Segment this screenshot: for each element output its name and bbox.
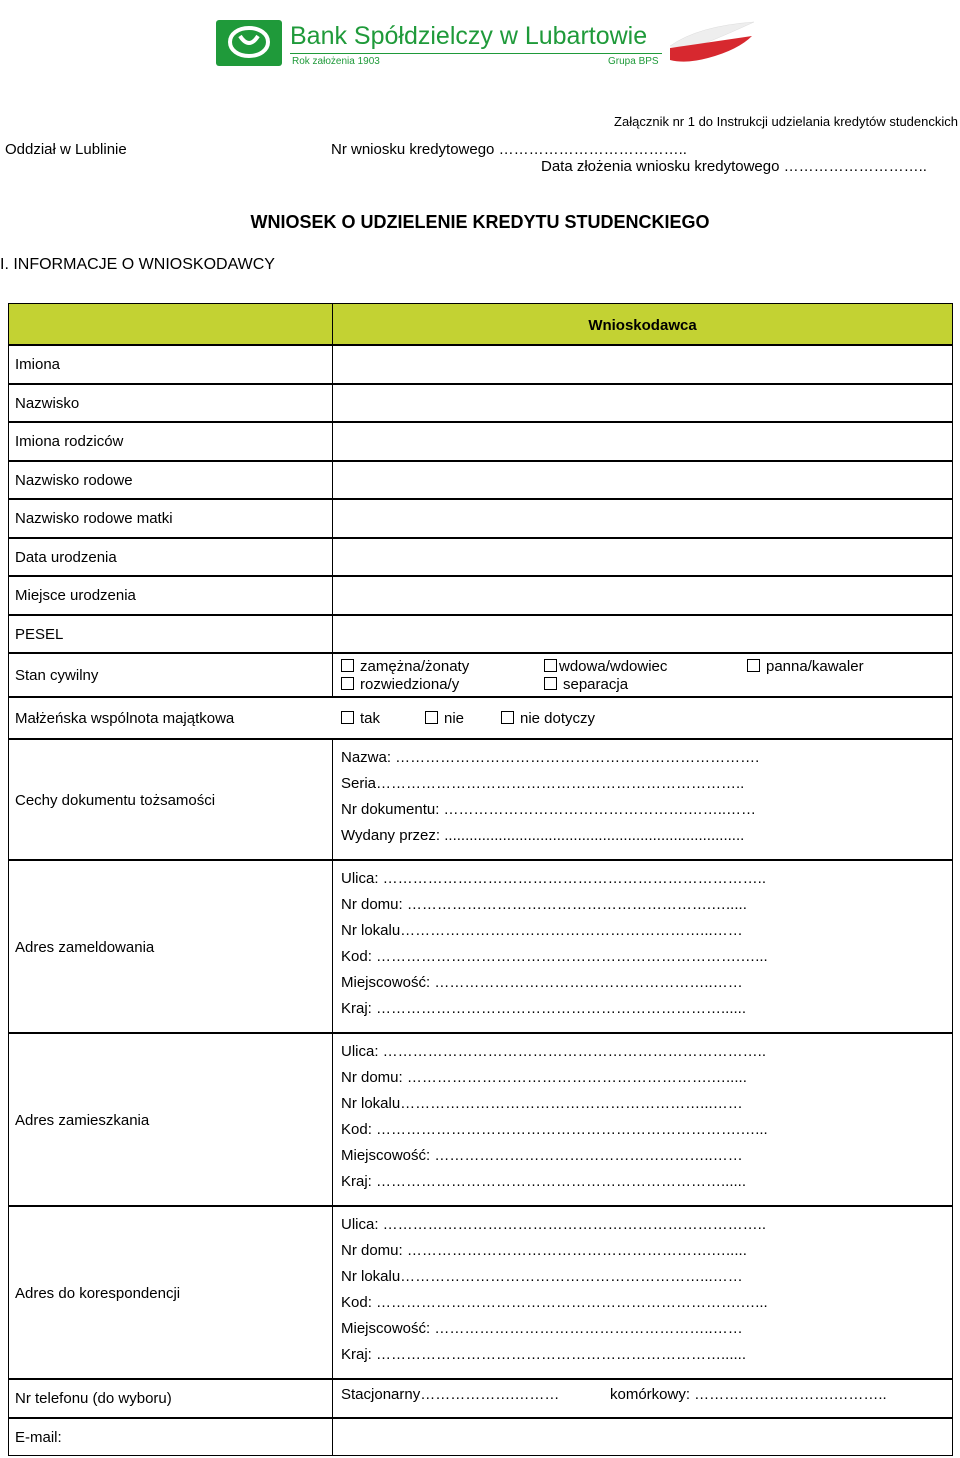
value-field[interactable] <box>333 615 953 653</box>
checkbox-icon[interactable] <box>341 711 354 724</box>
table-row <box>8 499 953 538</box>
street-field[interactable]: Ulica: ………………………………………………………………….. <box>341 1216 767 1233</box>
table-row <box>8 576 953 615</box>
country-field[interactable]: Kraj: ……………………………………………………………...... <box>341 1346 747 1363</box>
row-label: Stan cywilny <box>15 667 99 684</box>
row-label: Nazwisko rodowe <box>15 472 133 489</box>
phone-row <box>8 1379 953 1418</box>
row-label: E-mail: <box>15 1429 62 1446</box>
table-row <box>8 615 953 653</box>
section-title: I. INFORMACJE O WNIOSKODAWCY <box>0 256 275 273</box>
row-label: Imiona <box>15 356 61 373</box>
checkbox-icon[interactable] <box>501 711 514 724</box>
marital-option-married[interactable]: zamężna/żonaty <box>341 658 469 675</box>
id-issuer-field[interactable]: Wydany przez: ........................................................................ <box>341 827 745 844</box>
email-row <box>8 1418 953 1456</box>
value-field[interactable] <box>333 422 953 461</box>
row-label: Cechy dokumentu tożsamości <box>15 792 216 809</box>
postal-code-field[interactable]: Kod: ……………………………………………………………….…... <box>341 948 768 965</box>
checkbox-icon[interactable] <box>747 659 760 672</box>
bank-founded: Rok założenia 1903 <box>292 56 380 67</box>
branch-name: Oddział w Lublinie <box>5 141 127 158</box>
apartment-number-field[interactable]: Nr lokalu……………………………………………………...…… <box>341 922 743 939</box>
value-field[interactable] <box>333 499 953 538</box>
property-option-no[interactable]: nie <box>425 710 464 727</box>
house-number-field[interactable]: Nr domu: …………………………………………………….…..... <box>341 896 747 913</box>
bank-logo <box>216 20 756 70</box>
property-option-na[interactable]: nie dotyczy <box>501 710 595 727</box>
address-registered-row <box>8 860 953 1033</box>
table-row <box>8 538 953 576</box>
postal-code-field[interactable]: Kod: ……………………………………………………………….…... <box>341 1294 768 1311</box>
row-label: Nazwisko rodowe matki <box>15 510 173 527</box>
flag-icon <box>668 20 756 68</box>
mobile-field[interactable]: komórkowy: ……………………….……….. <box>610 1386 887 1403</box>
house-number-field[interactable]: Nr domu: …………………………………………………….…..... <box>341 1069 747 1086</box>
property-community-row <box>8 697 953 739</box>
logo-divider <box>290 53 662 54</box>
value-field[interactable] <box>333 576 953 615</box>
checkbox-icon[interactable] <box>425 711 438 724</box>
country-field[interactable]: Kraj: ……………………………………………………………...... <box>341 1173 747 1190</box>
row-label: Adres zamieszkania <box>15 1112 150 1129</box>
header-applicant-cell <box>333 303 953 345</box>
row-label: Nazwisko <box>15 395 80 412</box>
row-label: Nr telefonu (do wyboru) <box>15 1390 172 1407</box>
attachment-note: Załącznik nr 1 do Instrukcji udzielania kredytów studenckich <box>614 114 958 129</box>
email-field[interactable] <box>333 1418 953 1456</box>
id-number-field[interactable]: Nr dokumentu: ………………………………………….……..…… <box>341 801 757 818</box>
column-header: Wnioskodawca <box>588 317 697 334</box>
row-label: Adres zameldowania <box>15 939 155 956</box>
value-field[interactable] <box>333 538 953 576</box>
row-label: Data urodzenia <box>15 549 117 566</box>
country-field[interactable]: Kraj: ……………………………………………………………...... <box>341 1000 747 1017</box>
marital-option-divorced[interactable]: rozwiedziona/y <box>341 676 459 693</box>
request-date: Data złożenia wniosku kredytowego ……………………….. <box>541 158 927 175</box>
marital-status-row <box>8 653 953 697</box>
city-field[interactable]: Miejscowość: ………………………………………………..…… <box>341 1147 743 1164</box>
row-label: PESEL <box>15 626 64 643</box>
address-residence-row <box>8 1033 953 1206</box>
row-label: Adres do korespondencji <box>15 1285 181 1302</box>
marital-option-widowed[interactable]: wdowa/wdowiec <box>544 658 667 675</box>
address-correspondence-row <box>8 1206 953 1379</box>
header-empty-cell <box>8 303 333 345</box>
checkbox-icon[interactable] <box>544 677 557 690</box>
bank-group: Grupa BPS <box>608 56 659 67</box>
city-field[interactable]: Miejscowość: ………………………………………………..…… <box>341 1320 743 1337</box>
landline-field[interactable]: Stacjonarny……………….……… <box>341 1386 560 1403</box>
checkbox-icon[interactable] <box>341 677 354 690</box>
table-header-row <box>8 303 953 345</box>
table-row <box>8 422 953 461</box>
apartment-number-field[interactable]: Nr lokalu……………………………………………………...…… <box>341 1095 743 1112</box>
marital-option-single[interactable]: panna/kawaler <box>747 658 864 675</box>
row-label: Małżeńska wspólnota majątkowa <box>15 710 235 727</box>
id-series-field[interactable]: Seria……………………………………………………………….. <box>341 775 745 792</box>
table-row <box>8 384 953 422</box>
id-document-row <box>8 739 953 860</box>
marital-option-separated[interactable]: separacja <box>544 676 628 693</box>
row-label: Miejsce urodzenia <box>15 587 136 604</box>
id-name-field[interactable]: Nazwa: ………………………………………………………………. <box>341 749 760 766</box>
value-field[interactable] <box>333 461 953 499</box>
table-row <box>8 345 953 384</box>
apartment-number-field[interactable]: Nr lokalu……………………………………………………...…… <box>341 1268 743 1285</box>
bank-logo-icon <box>216 20 282 66</box>
checkbox-icon[interactable] <box>341 659 354 672</box>
checkbox-icon[interactable] <box>544 659 557 672</box>
street-field[interactable]: Ulica: ………………………………………………………………….. <box>341 1043 767 1060</box>
value-field[interactable] <box>333 384 953 422</box>
house-number-field[interactable]: Nr domu: …………………………………………………….…..... <box>341 1242 747 1259</box>
postal-code-field[interactable]: Kod: ……………………………………………………………….…... <box>341 1121 768 1138</box>
bank-name: Bank Spółdzielczy w Lubartowie <box>290 22 648 50</box>
street-field[interactable]: Ulica: ………………………………………………………………….. <box>341 870 767 887</box>
form-title: WNIOSEK O UDZIELENIE KREDYTU STUDENCKIEGO <box>250 212 710 232</box>
table-row <box>8 461 953 499</box>
row-label: Imiona rodziców <box>15 433 124 450</box>
request-number: Nr wniosku kredytowego ……………………………….. <box>331 141 687 158</box>
city-field[interactable]: Miejscowość: ………………………………………………..…… <box>341 974 743 991</box>
value-field[interactable] <box>333 345 953 384</box>
property-option-yes[interactable]: tak <box>341 710 380 727</box>
